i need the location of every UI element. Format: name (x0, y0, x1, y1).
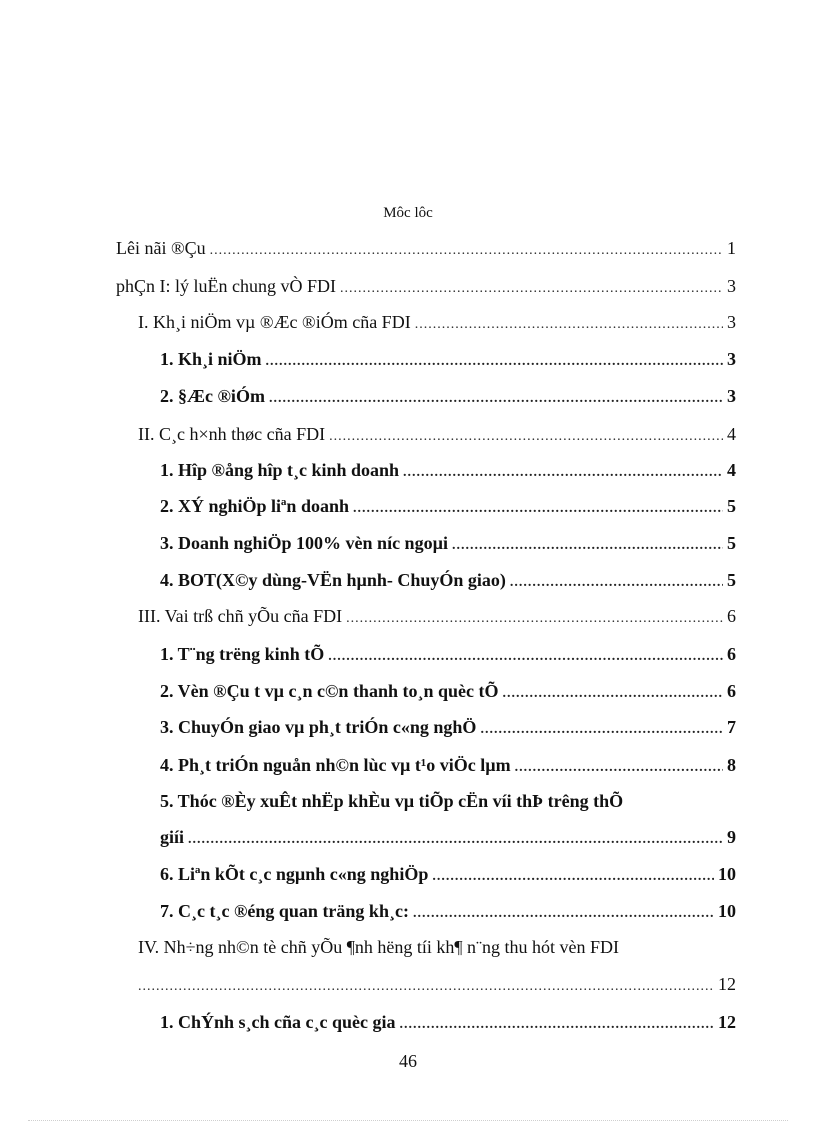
toc-entry-page: 7 (727, 717, 736, 737)
toc-entry (160, 460, 736, 481)
toc-entry (160, 864, 736, 885)
toc-entry (138, 974, 736, 995)
toc-entry-label: 3. Doanh nghiÖp 100% vèn níc ngoµi (160, 533, 448, 553)
toc-entry-label-first-line: IV. Nh÷ng nh©n tè chñ yÕu ¶nh hëng tíi kh¶ n¨ng thu hót vèn FDI (138, 937, 619, 957)
toc-entry (160, 901, 736, 922)
toc-leader-dots (432, 869, 714, 885)
toc-entry (160, 644, 736, 665)
toc-entry (116, 276, 736, 297)
toc-entry-page: 4 (727, 424, 736, 444)
toc-leader-dots (210, 243, 723, 259)
toc-leader-dots (413, 906, 714, 922)
toc-entry-page: 5 (727, 496, 736, 516)
toc-entry-page: 3 (727, 349, 736, 369)
toc-leader-dots (266, 354, 723, 370)
toc-leader-dots (188, 832, 723, 848)
toc-leader-dots (340, 281, 723, 297)
toc-entry (160, 533, 736, 554)
toc-entry-label: 4. Ph¸t triÓn nguån nh©n lùc vµ t¹o viÖc lµm (160, 755, 511, 775)
toc-entry-page: 3 (727, 312, 736, 332)
toc-entry (160, 717, 736, 738)
toc-entry-label: 2. Vèn ®Çu t vµ c¸n c©n thanh to¸n quèc tÕ (160, 681, 499, 701)
toc-entry-label: 1. T¨ng trëng kinh tÕ (160, 644, 325, 664)
toc-entry-page: 3 (727, 276, 736, 296)
toc-entry (160, 681, 736, 702)
toc-entry-page: 1 (727, 238, 736, 258)
toc-entry-page: 6 (727, 606, 736, 626)
toc-leader-dots (138, 979, 714, 995)
toc-entry-label: I. Kh¸i niÖm vµ ®Æc ®iÓm cña FDI (138, 312, 411, 332)
toc-entry-label-first-line: 5. Thóc ®Èy xuÊt nhËp khÈu vµ tiÕp cËn víi thÞ trêng thÕ (160, 791, 624, 811)
toc-entry-label: Lêi nãi ®Çu (116, 238, 206, 258)
toc-entry-label: 4. BOT(X©y dùng-VËn hµnh- ChuyÓn giao) (160, 570, 506, 590)
toc-entry-label: 2. §Æc ®iÓm (160, 386, 265, 406)
toc-entry-label: 1. Kh¸i niÖm (160, 349, 262, 369)
toc-entry-page: 10 (718, 864, 736, 884)
toc-entry-label: II. C¸c h×nh thøc cña FDI (138, 424, 326, 444)
toc-leader-dots (452, 538, 723, 554)
page-number: 46 (399, 1051, 417, 1071)
toc-leader-dots (269, 391, 723, 407)
toc-entry-page: 3 (727, 386, 736, 406)
toc-entry (138, 424, 736, 445)
toc-entry (160, 570, 736, 591)
toc-entry (160, 1012, 736, 1033)
toc-entry-label: 3. ChuyÓn giao vµ ph¸t triÓn c«ng nghÖ (160, 717, 477, 737)
toc-entry (160, 755, 736, 776)
toc-entry (116, 238, 736, 259)
toc-entry-label: 6. Liªn kÕt c¸c ngµnh c«ng nghiÖp (160, 864, 429, 884)
toc-entry-page: 5 (727, 533, 736, 553)
toc-entry-page: 6 (727, 681, 736, 701)
toc-leader-dots (510, 575, 723, 591)
toc-entry-label: phÇn I: lý luËn chung vÒ FDI (116, 276, 336, 296)
toc-entry-page: 5 (727, 570, 736, 590)
toc-entry (160, 496, 736, 517)
toc-title: Môc lôc (383, 205, 433, 221)
toc-entry-label: 2. XÝ nghiÖp liªn doanh (160, 496, 349, 516)
toc-leader-dots (400, 1017, 714, 1033)
toc-entry-label: 7. C¸c t¸c ®éng quan träng kh¸c: (160, 901, 409, 921)
toc-entry-page: 9 (727, 827, 736, 847)
toc-leader-dots (515, 760, 723, 776)
toc-entry (160, 386, 736, 407)
toc-leader-dots (415, 317, 723, 333)
toc-entry-label: III. Vai trß chñ yÕu cña FDI (138, 606, 343, 626)
page-bottom-divider (28, 1120, 788, 1121)
toc-entry-label: 1. ChÝnh s¸ch cña c¸c quèc gia (160, 1012, 396, 1032)
toc-leader-dots (346, 611, 723, 627)
toc-leader-dots (328, 649, 723, 665)
toc-leader-dots (329, 429, 723, 445)
toc-entry-label-continuation: giíi (160, 827, 185, 847)
toc-entry-label: 1. Hîp ®ång hîp t¸c kinh doanh (160, 460, 400, 480)
toc-entry-page: 6 (727, 644, 736, 664)
toc-leader-dots (502, 686, 723, 702)
toc-leader-dots (353, 501, 723, 517)
toc-entry (138, 606, 736, 627)
toc-entry-page: 12 (718, 974, 736, 994)
toc-entry-page: 10 (718, 901, 736, 921)
toc-entry (160, 827, 736, 848)
toc-entry (160, 349, 736, 370)
toc-leader-dots (480, 722, 723, 738)
toc-entry (138, 312, 736, 333)
toc-entry-page: 8 (727, 755, 736, 775)
toc-entry-page: 4 (727, 460, 736, 480)
toc-leader-dots (403, 465, 723, 481)
toc-entry-page: 12 (718, 1012, 736, 1032)
